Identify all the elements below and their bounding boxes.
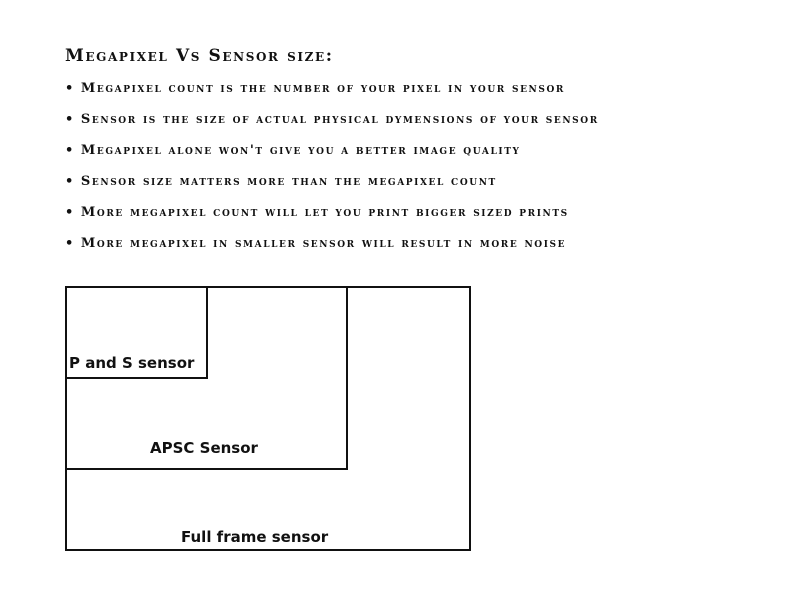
list-item xyxy=(65,142,599,173)
bullet-icon: • xyxy=(65,81,75,96)
list-item xyxy=(65,111,599,142)
bullet-list xyxy=(65,80,599,266)
list-item-text: More megapixel in smaller sensor will result in more noise xyxy=(80,236,567,251)
list-item xyxy=(65,235,599,266)
list-item xyxy=(65,204,599,235)
list-item-text: Sensor is the size of actual physical dymensions of your sensor xyxy=(80,112,599,127)
list-item-text: Megapixel count is the number of your pixel in your sensor xyxy=(80,81,565,96)
page-title: Megapixel Vs Sensor size: xyxy=(65,46,334,66)
list-item xyxy=(65,173,599,204)
bullet-icon: • xyxy=(65,236,75,251)
ps-sensor-label: P and S sensor xyxy=(69,354,195,372)
list-item xyxy=(65,80,599,111)
list-item-text: More megapixel count will let you print bigger sized prints xyxy=(80,205,569,220)
bullet-icon: • xyxy=(65,174,75,189)
list-item-text: Sensor size matters more than the megapixel count xyxy=(80,174,497,189)
list-item-text: Megapixel alone won't give you a better image quality xyxy=(80,143,521,158)
bullet-icon: • xyxy=(65,143,75,158)
bullet-icon: • xyxy=(65,205,75,220)
bullet-icon: • xyxy=(65,112,75,127)
apsc-sensor-label: APSC Sensor xyxy=(150,439,258,457)
full-frame-sensor-label: Full frame sensor xyxy=(181,528,329,546)
ps-sensor-box xyxy=(65,286,208,379)
